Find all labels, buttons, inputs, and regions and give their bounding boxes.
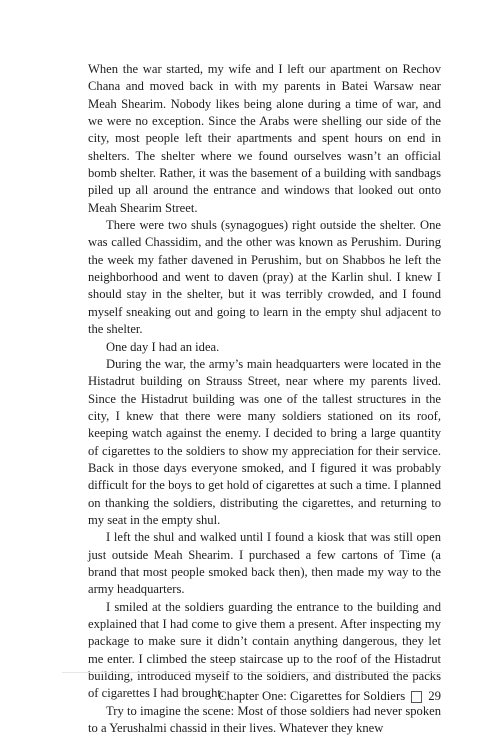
paragraph-5: I left the shul and walked until I found a kiosk that was still open just outside Meah Shearim. I purchased a few cartons of Time (a brand that most people smoked back then), then made my way to the army headquarters. xyxy=(88,530,441,597)
paragraph-4: During the war, the army’s main headquarters were located in the Histadrut building on Strauss Street, near where my parents lived. Since the Histadrut building was one of the tallest structures in the city, I knew that there were many soldiers stationed on its roof, keeping watch against the enemy. I decided to bring a large quantity of cigarettes to the soldiers to show my appreciation for their service. Back in those days everyone smoked, and I figured it was probably difficult for the boys to get hold of cigarettes at such a time. I planned on thanking the soldiers, distributing the cigarettes, and returning to my seat in the empty shul. xyxy=(88,356,441,527)
paragraph-2: There were two shuls (synagogues) right outside the shelter. One was called Chassidim, and the other was known as Perushim. During the week my father davened in Perushim, but on Shabbos he left the neighborhood and went to daven (pray) at the Karlin shul. I knew I should stay in the shelter, but it was terribly crowded, and I found myself sneaking out and going to learn in the empty shul adjacent to the shelter. xyxy=(88,218,441,337)
running-title: Chapter One: Cigarettes for Soldiers xyxy=(218,689,406,703)
paragraph-3: One day I had an idea. xyxy=(106,339,220,354)
separator-box-icon xyxy=(411,691,422,703)
footer-divider xyxy=(62,672,442,673)
page-number: 29 xyxy=(428,689,441,703)
running-footer xyxy=(218,689,441,704)
paragraph-7: Try to imagine the scene: Most of those soldiers had never spoken to a Yerushalmi chassid in their lives. Whatever they knew xyxy=(88,703,441,736)
body-text xyxy=(88,61,441,737)
paragraph-1: When the war started, my wife and I left our apartment on Rechov Chana and moved back in with my parents in Batei Warsaw near Meah Shearim. Nobody likes being alone during a time of war, and we were no exception. Since the Arabs were shelling our side of the city, most people left their apartments and spent hours on end in shelters. The shelter where we found ourselves wasn’t an official bomb shelter. Rather, it was the basement of a building with sandbags piled up all around the entrance and windows that looked out onto Meah Shearim Street. xyxy=(88,62,441,215)
paragraph-6: I smiled at the soldiers guarding the entrance to the building and explained that I had come to give them a present. After inspecting my package to make sure it didn’t contain anything dangerous, they let me enter. I climbed the steep staircase up to the roof of the Histadrut building, introduced myself to the soldiers, and distributed the packs of cigarettes I had brought. xyxy=(88,599,441,701)
